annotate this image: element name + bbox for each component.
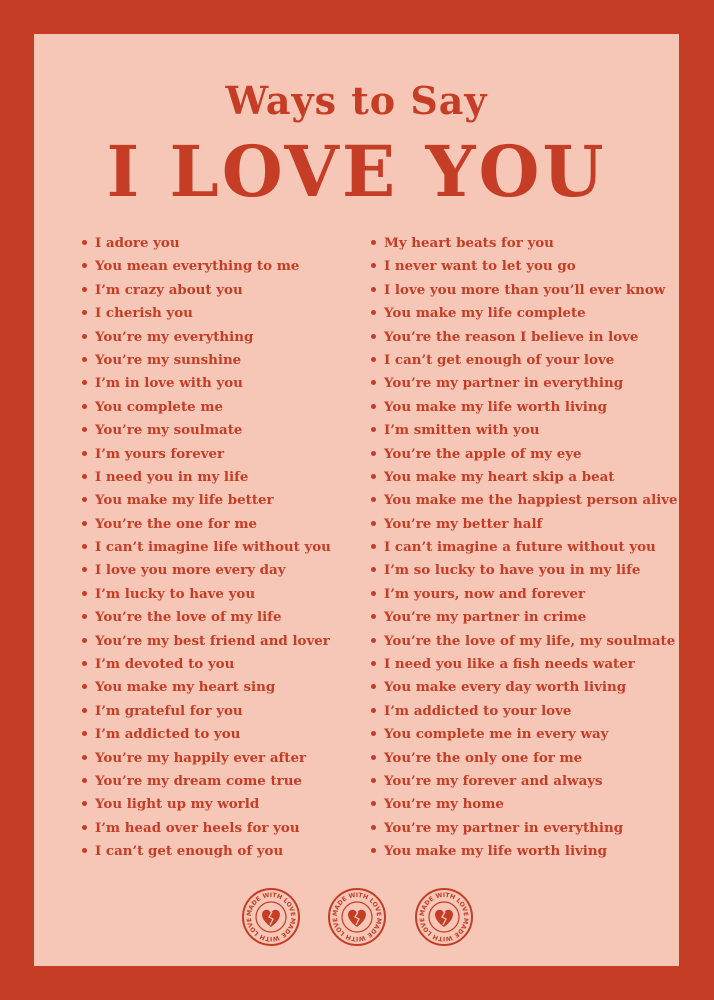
bullet-icon xyxy=(371,684,376,689)
bullet-icon xyxy=(371,287,376,292)
list-item xyxy=(371,676,678,699)
phrase-text: I need you in my life xyxy=(95,468,249,485)
phrase-text: You make my heart skip a beat xyxy=(384,468,615,485)
phrase-text: I’m yours, now and forever xyxy=(384,585,586,602)
list-item xyxy=(371,817,678,840)
list-item xyxy=(82,396,331,419)
svg-text:MADE WITH LOVE: MADE WITH LOVE xyxy=(418,891,470,917)
list-item xyxy=(82,443,331,466)
phrase-text: I’m yours forever xyxy=(95,445,225,462)
heart-stamp-icon xyxy=(327,887,387,947)
bullet-icon xyxy=(371,825,376,830)
bullet-icon xyxy=(371,380,376,385)
list-item xyxy=(371,419,678,442)
bullet-icon xyxy=(82,263,87,268)
phrase-text: You’re the love of my life xyxy=(95,609,282,626)
list-item xyxy=(82,793,331,816)
list-item xyxy=(371,255,678,278)
list-item xyxy=(82,630,331,653)
list-item xyxy=(82,583,331,606)
list-item xyxy=(371,372,678,395)
phrase-text: I’m in love with you xyxy=(95,375,243,392)
bullet-icon xyxy=(371,334,376,339)
phrase-text: You’re my better half xyxy=(384,515,543,532)
phrase-text: You’re my sunshine xyxy=(95,351,242,368)
heart-stamp-icon xyxy=(414,887,474,947)
list-item xyxy=(82,676,331,699)
phrase-text: I’m addicted to you xyxy=(95,726,241,743)
bullet-icon xyxy=(82,731,87,736)
list-item xyxy=(82,279,331,302)
phrase-text: I cherish you xyxy=(95,305,193,322)
bullet-icon xyxy=(371,731,376,736)
poster xyxy=(34,34,679,966)
bullet-icon xyxy=(82,497,87,502)
list-item xyxy=(82,840,331,863)
bullet-icon xyxy=(371,474,376,479)
bullet-icon xyxy=(371,521,376,526)
bullet-icon xyxy=(82,240,87,245)
phrase-text: You mean everything to me xyxy=(95,258,300,275)
phrase-text: I can’t imagine life without you xyxy=(95,539,331,556)
list-item xyxy=(82,513,331,536)
bullet-icon xyxy=(82,310,87,315)
bullet-icon xyxy=(371,404,376,409)
phrase-text: You’re the apple of my eye xyxy=(384,445,582,462)
phrase-text: You’re my soulmate xyxy=(95,422,243,439)
list-item xyxy=(82,536,331,559)
list-item xyxy=(371,747,678,770)
bullet-icon xyxy=(371,755,376,760)
bullet-icon xyxy=(371,848,376,853)
bullet-icon xyxy=(82,848,87,853)
list-item xyxy=(371,349,678,372)
list-item xyxy=(371,443,678,466)
phrase-text: I’m devoted to you xyxy=(95,656,235,673)
phrase-text: You’re my everything xyxy=(95,328,254,345)
phrase-text: You’re my partner in crime xyxy=(384,609,587,626)
list-item xyxy=(82,419,331,442)
list-item xyxy=(82,302,331,325)
phrase-list-right xyxy=(371,232,678,864)
phrase-text: You’re my partner in everything xyxy=(384,819,624,836)
phrase-text: You make my life worth living xyxy=(384,398,607,415)
phrase-text: You make every day worth living xyxy=(384,679,627,696)
phrase-list-left xyxy=(82,232,331,864)
phrase-text: You make me the happiest person alive xyxy=(384,492,678,509)
heart-stamp-icon xyxy=(241,887,301,947)
phrase-text: You’re my home xyxy=(384,796,504,813)
poster-title: I LOVE YOU xyxy=(106,130,607,213)
list-item xyxy=(371,302,678,325)
bullet-icon xyxy=(371,357,376,362)
list-item xyxy=(371,653,678,676)
list-item xyxy=(82,606,331,629)
bullet-icon xyxy=(371,591,376,596)
bullet-icon xyxy=(82,638,87,643)
list-item xyxy=(82,349,331,372)
phrase-text: You’re the only one for me xyxy=(384,749,583,766)
bullet-icon xyxy=(82,708,87,713)
list-item xyxy=(371,396,678,419)
bullet-icon xyxy=(82,334,87,339)
bullet-icon xyxy=(82,404,87,409)
phrase-text: I can’t get enough of you xyxy=(95,843,284,860)
phrase-text: You’re the one for me xyxy=(95,515,258,532)
list-item xyxy=(371,793,678,816)
list-item xyxy=(371,630,678,653)
list-item xyxy=(82,372,331,395)
phrase-text: You’re my partner in everything xyxy=(384,375,624,392)
list-item xyxy=(371,770,678,793)
svg-text:MADE WITH LOVE: MADE WITH LOVE xyxy=(418,917,470,943)
list-item xyxy=(82,723,331,746)
phrase-text: You’re my happily ever after xyxy=(95,749,307,766)
list-item xyxy=(82,489,331,512)
list-item xyxy=(82,700,331,723)
phrase-text: My heart beats for you xyxy=(384,235,554,251)
phrase-text: I’m so lucky to have you in my life xyxy=(384,562,641,579)
phrase-text: I can’t imagine a future without you xyxy=(384,539,656,556)
list-item xyxy=(371,536,678,559)
phrase-text: I’m lucky to have you xyxy=(95,585,256,602)
bullet-icon xyxy=(371,263,376,268)
phrase-text: You’re my dream come true xyxy=(95,772,302,789)
phrase-text: You’re my best friend and lover xyxy=(95,632,330,649)
bullet-icon xyxy=(82,591,87,596)
phrase-text: You make my life better xyxy=(95,492,274,509)
phrase-text: You’re the love of my life, my soulmate xyxy=(384,632,676,649)
bullet-icon xyxy=(371,614,376,619)
list-item xyxy=(371,723,678,746)
phrase-text: I adore you xyxy=(95,235,180,251)
bullet-icon xyxy=(82,661,87,666)
bullet-icon xyxy=(371,708,376,713)
phrase-text: You make my life complete xyxy=(384,305,586,322)
phrase-text: I can’t get enough of your love xyxy=(384,351,615,368)
bullet-icon xyxy=(371,778,376,783)
list-item xyxy=(371,559,678,582)
bullet-icon xyxy=(371,544,376,549)
phrase-text: You complete me in every way xyxy=(384,726,609,743)
phrase-text: I’m head over heels for you xyxy=(95,819,300,836)
bullet-icon xyxy=(82,801,87,806)
phrase-text: I love you more than you’ll ever know xyxy=(384,281,666,298)
list-item xyxy=(371,489,678,512)
bullet-icon xyxy=(371,801,376,806)
bullet-icon xyxy=(82,614,87,619)
bullet-icon xyxy=(82,287,87,292)
bullet-icon xyxy=(82,451,87,456)
bullet-icon xyxy=(371,661,376,666)
list-item xyxy=(82,817,331,840)
phrase-text: You make my heart sing xyxy=(95,679,276,696)
svg-text:MADE WITH LOVE: MADE WITH LOVE xyxy=(331,917,383,943)
list-item xyxy=(82,232,331,255)
phrase-text: You’re my forever and always xyxy=(384,772,603,789)
bullet-icon xyxy=(82,825,87,830)
phrase-text: I’m grateful for you xyxy=(95,702,243,719)
bullet-icon xyxy=(82,380,87,385)
list-item xyxy=(371,700,678,723)
phrase-text: You light up my world xyxy=(95,796,260,813)
bullet-icon xyxy=(371,240,376,245)
bullet-icon xyxy=(371,638,376,643)
bullet-icon xyxy=(82,684,87,689)
list-item xyxy=(82,653,331,676)
list-item xyxy=(371,279,678,302)
list-item xyxy=(82,770,331,793)
list-item xyxy=(371,840,678,863)
svg-text:MADE WITH LOVE: MADE WITH LOVE xyxy=(245,891,297,917)
list-item xyxy=(371,466,678,489)
bullet-icon xyxy=(371,567,376,572)
list-item xyxy=(82,559,331,582)
phrase-text: I need you like a fish needs water xyxy=(384,656,635,673)
bullet-icon xyxy=(82,567,87,572)
list-item xyxy=(82,747,331,770)
phrase-text: You complete me xyxy=(95,398,224,415)
poster-subtitle: Ways to Say xyxy=(225,78,488,123)
bullet-icon xyxy=(82,755,87,760)
bullet-icon xyxy=(82,474,87,479)
list-item xyxy=(371,232,678,255)
list-item xyxy=(82,255,331,278)
bullet-icon xyxy=(371,451,376,456)
list-item xyxy=(371,606,678,629)
bullet-icon xyxy=(82,427,87,432)
list-item xyxy=(82,326,331,349)
phrase-text: I love you more every day xyxy=(95,562,286,579)
phrase-text: You make my life worth living xyxy=(384,843,607,860)
phrase-text: I’m addicted to your love xyxy=(384,702,572,719)
bullet-icon xyxy=(371,497,376,502)
list-item xyxy=(371,583,678,606)
phrase-text: You’re the reason I believe in love xyxy=(384,328,639,345)
bullet-icon xyxy=(371,427,376,432)
bullet-icon xyxy=(82,521,87,526)
list-item xyxy=(82,466,331,489)
bullet-icon xyxy=(82,544,87,549)
list-item xyxy=(371,513,678,536)
svg-text:MADE WITH LOVE: MADE WITH LOVE xyxy=(245,917,297,943)
bullet-icon xyxy=(82,357,87,362)
bullet-icon xyxy=(82,778,87,783)
phrase-text: I’m smitten with you xyxy=(384,422,540,439)
bullet-icon xyxy=(371,310,376,315)
phrase-text: I never want to let you go xyxy=(384,258,576,275)
svg-text:MADE WITH LOVE: MADE WITH LOVE xyxy=(331,891,383,917)
list-item xyxy=(371,326,678,349)
stamp-row xyxy=(34,887,679,947)
phrase-text: I’m crazy about you xyxy=(95,281,243,298)
